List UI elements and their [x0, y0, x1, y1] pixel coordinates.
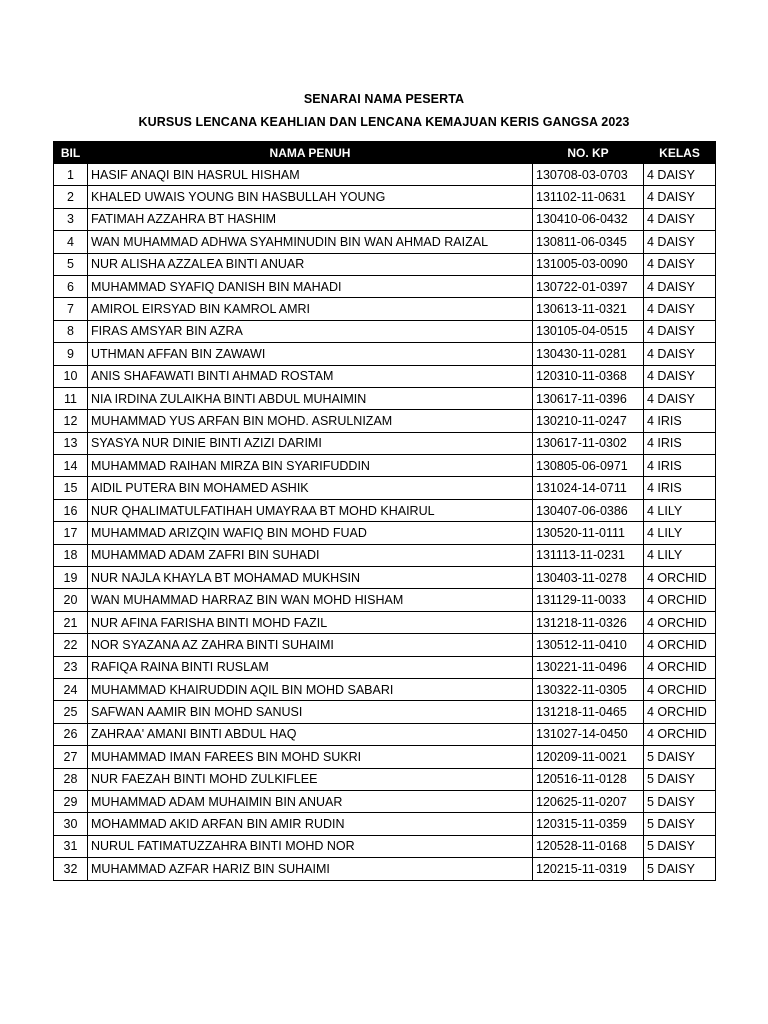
- table-row: [54, 477, 716, 499]
- cell-bil: 6: [54, 275, 88, 297]
- table-row: [54, 858, 716, 880]
- participant-table: [53, 141, 716, 881]
- cell-bil: 32: [54, 858, 88, 880]
- cell-bil: 14: [54, 455, 88, 477]
- cell-nama-penuh: MUHAMMAD YUS ARFAN BIN MOHD. ASRULNIZAM: [88, 410, 533, 432]
- document-subtitle: KURSUS LENCANA KEAHLIAN DAN LENCANA KEMAJUAN KERIS GANGSA 2023: [138, 115, 630, 129]
- cell-nama-penuh: AIDIL PUTERA BIN MOHAMED ASHIK: [88, 477, 533, 499]
- table-row: [54, 208, 716, 230]
- table-row: [54, 298, 716, 320]
- table-row: [54, 544, 716, 566]
- cell-no-kp: 130520-11-0111: [533, 522, 644, 544]
- table-row: [54, 164, 716, 186]
- cell-no-kp: 130403-11-0278: [533, 567, 644, 589]
- table-row: [54, 790, 716, 812]
- table-row: [54, 455, 716, 477]
- cell-no-kp: 120215-11-0319: [533, 858, 644, 880]
- cell-no-kp: 120310-11-0368: [533, 365, 644, 387]
- table-row: [54, 320, 716, 342]
- cell-nama-penuh: HASIF ANAQI BIN HASRUL HISHAM: [88, 164, 533, 186]
- cell-no-kp: 131102-11-0631: [533, 186, 644, 208]
- table-body: [54, 164, 716, 881]
- cell-no-kp: 130613-11-0321: [533, 298, 644, 320]
- cell-kelas: 5 DAISY: [644, 858, 716, 880]
- table-row: [54, 275, 716, 297]
- cell-bil: 15: [54, 477, 88, 499]
- cell-bil: 18: [54, 544, 88, 566]
- cell-kelas: 4 DAISY: [644, 275, 716, 297]
- cell-no-kp: 130805-06-0971: [533, 455, 644, 477]
- cell-no-kp: 130430-11-0281: [533, 343, 644, 365]
- table-header-row: [54, 142, 716, 164]
- table-row: [54, 522, 716, 544]
- table-row: [54, 567, 716, 589]
- cell-kelas: 4 LILY: [644, 499, 716, 521]
- table-row: [54, 253, 716, 275]
- cell-nama-penuh: MUHAMMAD ADAM ZAFRI BIN SUHADI: [88, 544, 533, 566]
- cell-bil: 4: [54, 231, 88, 253]
- cell-nama-penuh: NUR QHALIMATULFATIHAH UMAYRAA BT MOHD KHAIRUL: [88, 499, 533, 521]
- cell-nama-penuh: KHALED UWAIS YOUNG BIN HASBULLAH YOUNG: [88, 186, 533, 208]
- cell-no-kp: 131113-11-0231: [533, 544, 644, 566]
- cell-kelas: 4 DAISY: [644, 298, 716, 320]
- cell-bil: 10: [54, 365, 88, 387]
- cell-no-kp: 120209-11-0021: [533, 746, 644, 768]
- table-row: [54, 589, 716, 611]
- cell-kelas: 4 ORCHID: [644, 611, 716, 633]
- cell-bil: 19: [54, 567, 88, 589]
- cell-nama-penuh: MUHAMMAD AZFAR HARIZ BIN SUHAIMI: [88, 858, 533, 880]
- cell-nama-penuh: NUR ALISHA AZZALEA BINTI ANUAR: [88, 253, 533, 275]
- cell-bil: 1: [54, 164, 88, 186]
- cell-kelas: 4 DAISY: [644, 253, 716, 275]
- cell-bil: 3: [54, 208, 88, 230]
- cell-no-kp: 130407-06-0386: [533, 499, 644, 521]
- cell-nama-penuh: NUR NAJLA KHAYLA BT MOHAMAD MUKHSIN: [88, 567, 533, 589]
- cell-nama-penuh: SYASYA NUR DINIE BINTI AZIZI DARIMI: [88, 432, 533, 454]
- cell-no-kp: 130811-06-0345: [533, 231, 644, 253]
- table-row: [54, 343, 716, 365]
- column-header-no-kp: NO. KP: [533, 142, 644, 164]
- table-row: [54, 432, 716, 454]
- cell-kelas: 4 LILY: [644, 522, 716, 544]
- cell-nama-penuh: RAFIQA RAINA BINTI RUSLAM: [88, 656, 533, 678]
- cell-bil: 7: [54, 298, 88, 320]
- cell-bil: 8: [54, 320, 88, 342]
- cell-bil: 13: [54, 432, 88, 454]
- cell-kelas: 4 ORCHID: [644, 589, 716, 611]
- cell-kelas: 4 DAISY: [644, 343, 716, 365]
- cell-bil: 29: [54, 790, 88, 812]
- cell-bil: 23: [54, 656, 88, 678]
- cell-bil: 5: [54, 253, 88, 275]
- cell-nama-penuh: NURUL FATIMATUZZAHRA BINTI MOHD NOR: [88, 835, 533, 857]
- cell-nama-penuh: MUHAMMAD ARIZQIN WAFIQ BIN MOHD FUAD: [88, 522, 533, 544]
- cell-nama-penuh: FIRAS AMSYAR BIN AZRA: [88, 320, 533, 342]
- cell-nama-penuh: MOHAMMAD AKID ARFAN BIN AMIR RUDIN: [88, 813, 533, 835]
- cell-nama-penuh: NUR AFINA FARISHA BINTI MOHD FAZIL: [88, 611, 533, 633]
- cell-nama-penuh: ANIS SHAFAWATI BINTI AHMAD ROSTAM: [88, 365, 533, 387]
- cell-kelas: 4 IRIS: [644, 477, 716, 499]
- cell-bil: 20: [54, 589, 88, 611]
- cell-kelas: 4 ORCHID: [644, 656, 716, 678]
- cell-no-kp: 130722-01-0397: [533, 275, 644, 297]
- table-row: [54, 701, 716, 723]
- cell-kelas: 4 ORCHID: [644, 723, 716, 745]
- cell-no-kp: 130410-06-0432: [533, 208, 644, 230]
- cell-bil: 25: [54, 701, 88, 723]
- cell-kelas: 5 DAISY: [644, 813, 716, 835]
- cell-no-kp: 131005-03-0090: [533, 253, 644, 275]
- cell-nama-penuh: SAFWAN AAMIR BIN MOHD SANUSI: [88, 701, 533, 723]
- cell-bil: 31: [54, 835, 88, 857]
- cell-no-kp: 120516-11-0128: [533, 768, 644, 790]
- cell-kelas: 4 DAISY: [644, 320, 716, 342]
- cell-bil: 11: [54, 387, 88, 409]
- cell-kelas: 4 ORCHID: [644, 701, 716, 723]
- table-row: [54, 499, 716, 521]
- table-row: [54, 611, 716, 633]
- cell-bil: 12: [54, 410, 88, 432]
- cell-bil: 9: [54, 343, 88, 365]
- cell-kelas: 4 DAISY: [644, 208, 716, 230]
- cell-nama-penuh: NOR SYAZANA AZ ZAHRA BINTI SUHAIMI: [88, 634, 533, 656]
- cell-nama-penuh: UTHMAN AFFAN BIN ZAWAWI: [88, 343, 533, 365]
- column-header-kelas: KELAS: [644, 142, 716, 164]
- table-row: [54, 186, 716, 208]
- cell-kelas: 4 IRIS: [644, 432, 716, 454]
- document-title: SENARAI NAMA PESERTA: [303, 92, 465, 106]
- cell-nama-penuh: MUHAMMAD RAIHAN MIRZA BIN SYARIFUDDIN: [88, 455, 533, 477]
- cell-no-kp: 130105-04-0515: [533, 320, 644, 342]
- cell-no-kp: 130708-03-0703: [533, 164, 644, 186]
- cell-nama-penuh: AMIROL EIRSYAD BIN KAMROL AMRI: [88, 298, 533, 320]
- cell-bil: 17: [54, 522, 88, 544]
- cell-bil: 21: [54, 611, 88, 633]
- cell-nama-penuh: ZAHRAA' AMANI BINTI ABDUL HAQ: [88, 723, 533, 745]
- cell-bil: 28: [54, 768, 88, 790]
- cell-no-kp: 131024-14-0711: [533, 477, 644, 499]
- cell-nama-penuh: FATIMAH AZZAHRA BT HASHIM: [88, 208, 533, 230]
- cell-bil: 16: [54, 499, 88, 521]
- cell-no-kp: 120315-11-0359: [533, 813, 644, 835]
- cell-kelas: 4 ORCHID: [644, 567, 716, 589]
- cell-bil: 30: [54, 813, 88, 835]
- cell-bil: 22: [54, 634, 88, 656]
- cell-nama-penuh: WAN MUHAMMAD HARRAZ BIN WAN MOHD HISHAM: [88, 589, 533, 611]
- cell-bil: 27: [54, 746, 88, 768]
- table-row: [54, 410, 716, 432]
- cell-bil: 2: [54, 186, 88, 208]
- table-row: [54, 813, 716, 835]
- cell-no-kp: 130210-11-0247: [533, 410, 644, 432]
- cell-kelas: 4 DAISY: [644, 186, 716, 208]
- table-row: [54, 387, 716, 409]
- cell-no-kp: 130617-11-0302: [533, 432, 644, 454]
- cell-kelas: 4 ORCHID: [644, 634, 716, 656]
- cell-kelas: 4 DAISY: [644, 365, 716, 387]
- cell-kelas: 4 DAISY: [644, 387, 716, 409]
- cell-no-kp: 130512-11-0410: [533, 634, 644, 656]
- cell-no-kp: 130617-11-0396: [533, 387, 644, 409]
- cell-nama-penuh: MUHAMMAD ADAM MUHAIMIN BIN ANUAR: [88, 790, 533, 812]
- cell-kelas: 5 DAISY: [644, 746, 716, 768]
- table-row: [54, 746, 716, 768]
- cell-no-kp: 131218-11-0326: [533, 611, 644, 633]
- table-row: [54, 723, 716, 745]
- column-header-bil: BIL: [54, 142, 88, 164]
- cell-no-kp: 130322-11-0305: [533, 678, 644, 700]
- column-header-nama-penuh: NAMA PENUH: [88, 142, 533, 164]
- cell-nama-penuh: MUHAMMAD IMAN FAREES BIN MOHD SUKRI: [88, 746, 533, 768]
- cell-kelas: 4 LILY: [644, 544, 716, 566]
- cell-kelas: 4 DAISY: [644, 164, 716, 186]
- cell-no-kp: 120528-11-0168: [533, 835, 644, 857]
- cell-nama-penuh: MUHAMMAD SYAFIQ DANISH BIN MAHADI: [88, 275, 533, 297]
- cell-no-kp: 130221-11-0496: [533, 656, 644, 678]
- cell-kelas: 5 DAISY: [644, 835, 716, 857]
- cell-kelas: 4 DAISY: [644, 231, 716, 253]
- table-row: [54, 231, 716, 253]
- cell-kelas: 4 IRIS: [644, 455, 716, 477]
- table-row: [54, 656, 716, 678]
- cell-no-kp: 131218-11-0465: [533, 701, 644, 723]
- cell-nama-penuh: NUR FAEZAH BINTI MOHD ZULKIFLEE: [88, 768, 533, 790]
- table-row: [54, 835, 716, 857]
- cell-kelas: 4 IRIS: [644, 410, 716, 432]
- table-row: [54, 678, 716, 700]
- cell-nama-penuh: WAN MUHAMMAD ADHWA SYAHMINUDIN BIN WAN AHMAD RAIZAL: [88, 231, 533, 253]
- cell-kelas: 4 ORCHID: [644, 678, 716, 700]
- cell-no-kp: 131129-11-0033: [533, 589, 644, 611]
- table-row: [54, 634, 716, 656]
- cell-nama-penuh: NIA IRDINA ZULAIKHA BINTI ABDUL MUHAIMIN: [88, 387, 533, 409]
- cell-bil: 24: [54, 678, 88, 700]
- cell-kelas: 5 DAISY: [644, 768, 716, 790]
- cell-kelas: 5 DAISY: [644, 790, 716, 812]
- cell-nama-penuh: MUHAMMAD KHAIRUDDIN AQIL BIN MOHD SABARI: [88, 678, 533, 700]
- cell-no-kp: 131027-14-0450: [533, 723, 644, 745]
- table-row: [54, 365, 716, 387]
- document-header: [0, 88, 768, 134]
- table-row: [54, 768, 716, 790]
- cell-bil: 26: [54, 723, 88, 745]
- cell-no-kp: 120625-11-0207: [533, 790, 644, 812]
